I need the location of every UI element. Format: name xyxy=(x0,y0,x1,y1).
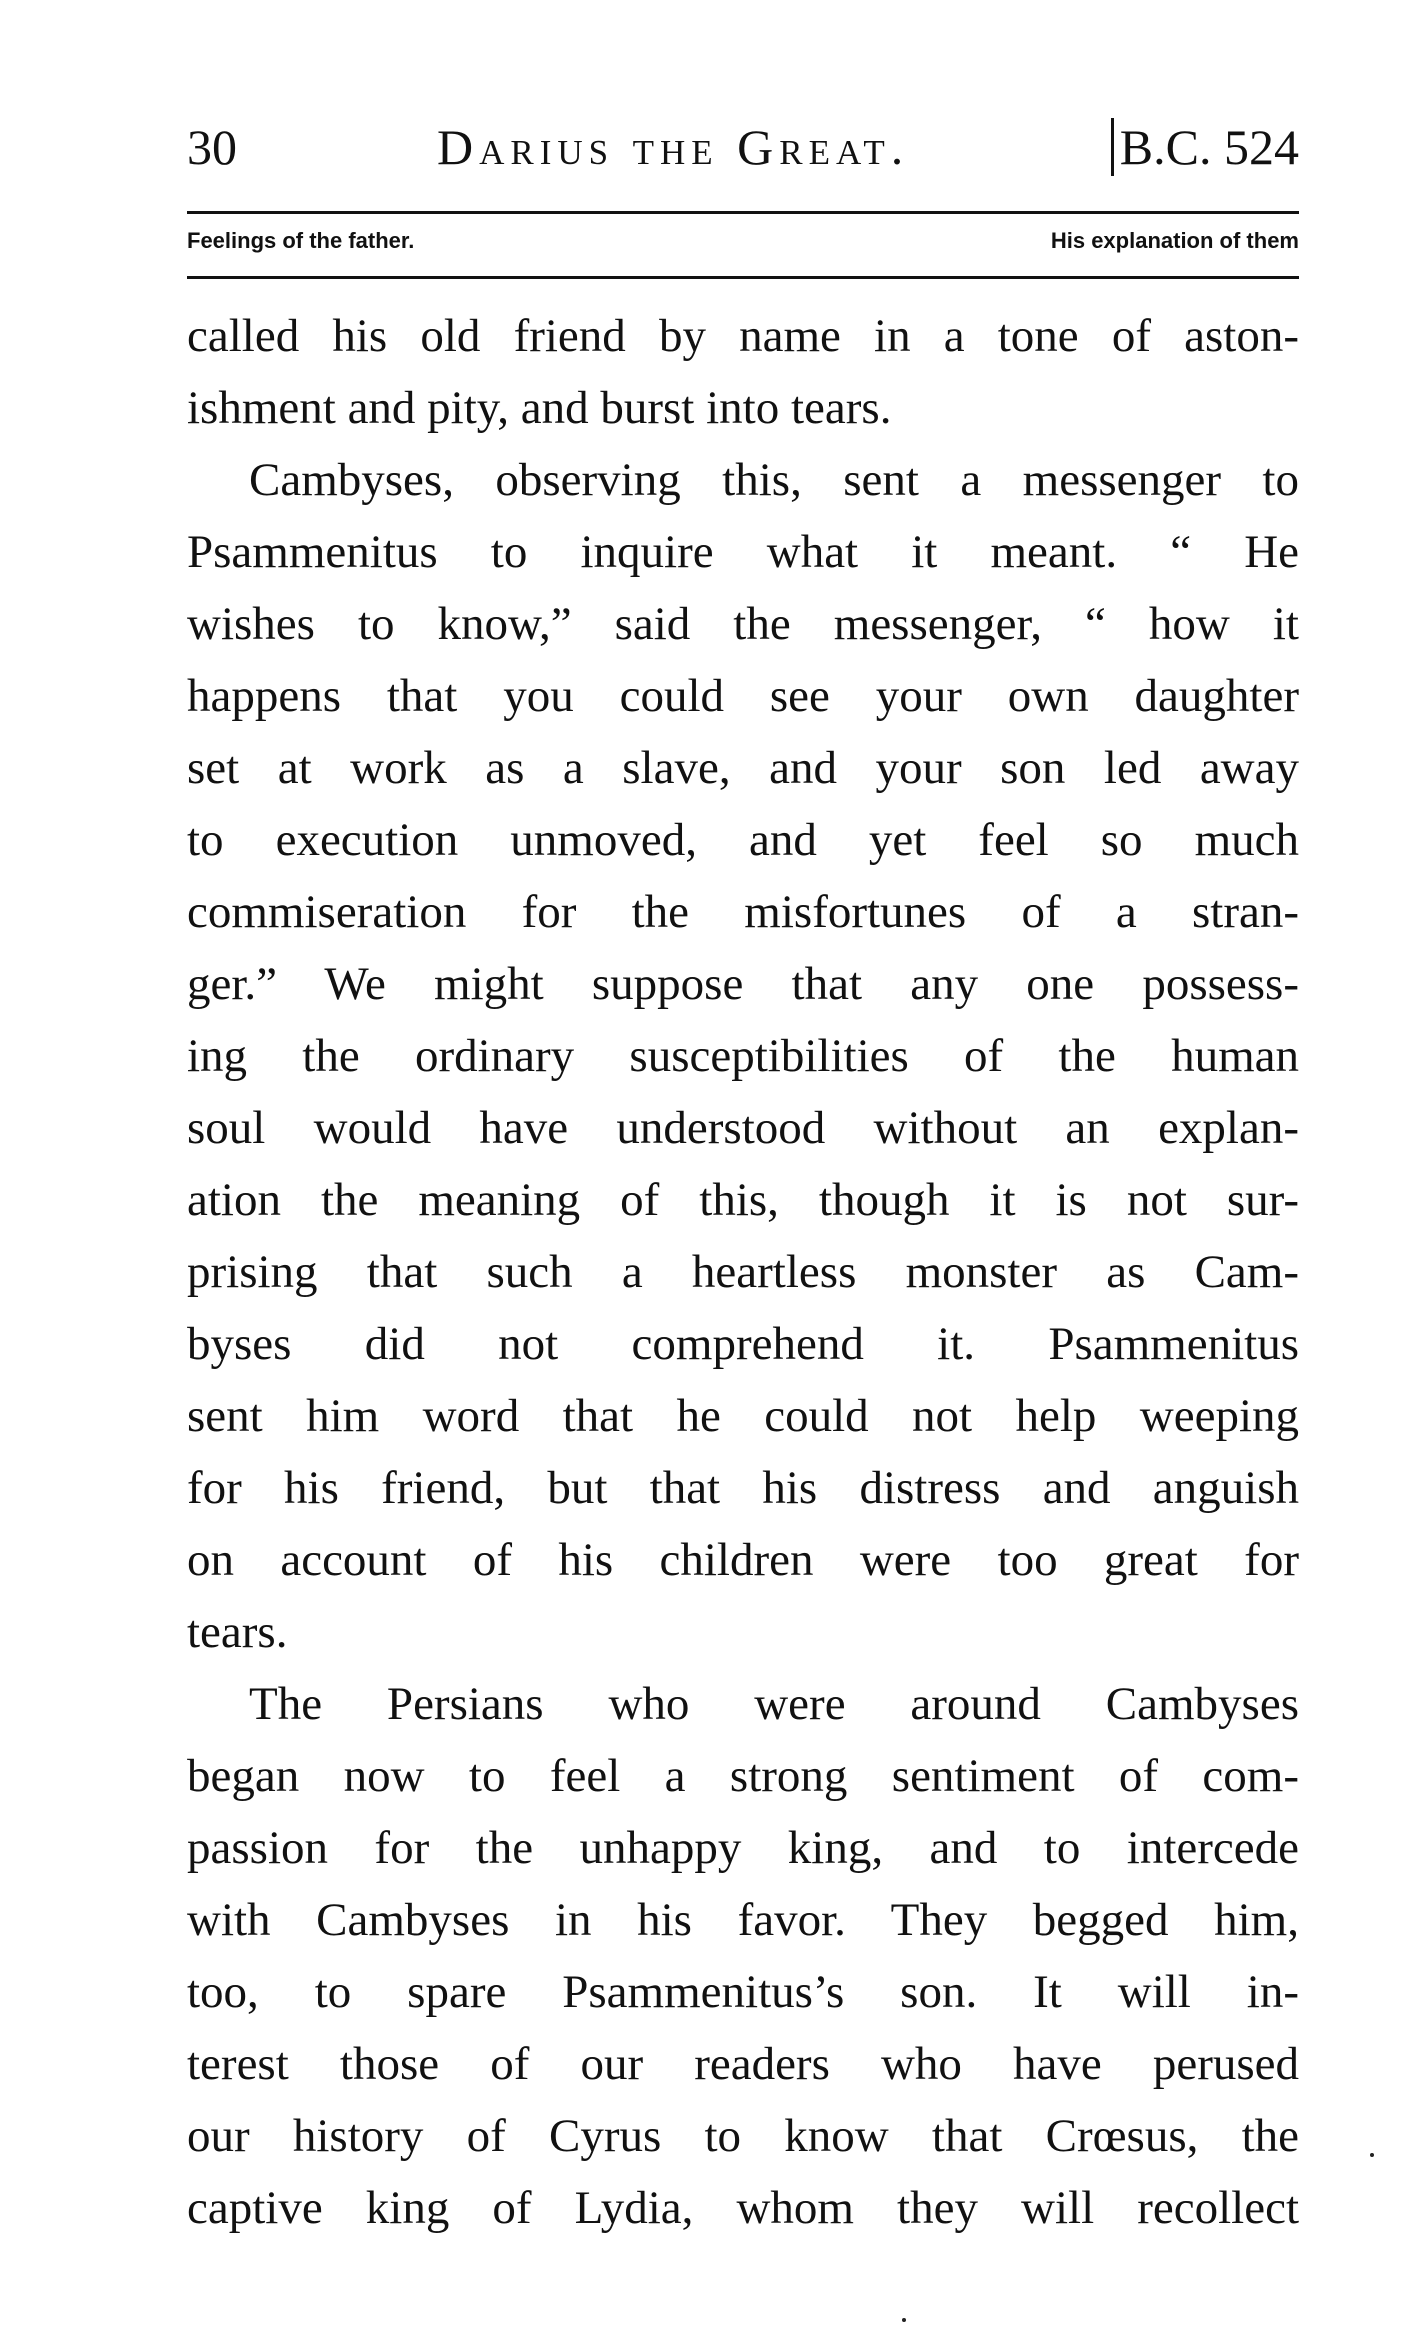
text-line: called his old friend by name in a tone of aston- xyxy=(187,310,1299,362)
text-line: sent him word that he could not help weeping xyxy=(187,1390,1299,1442)
text-line: ishment and pity, and burst into tears. xyxy=(187,382,892,434)
scan-speck xyxy=(902,2318,906,2322)
text-line: our history of Cyrus to know that Crœsus, the xyxy=(187,2110,1299,2162)
text-line: to execution unmoved, and yet feel so much xyxy=(187,814,1299,866)
text-line: The Persians who were around Cambyses xyxy=(249,1678,1299,1730)
text-line: prising that such a heartless monster as Cam- xyxy=(187,1246,1299,1298)
text-line: byses did not comprehend it. Psammenitus xyxy=(187,1318,1299,1370)
text-line: tears. xyxy=(187,1606,288,1658)
text-line: with Cambyses in his favor. They begged him, xyxy=(187,1894,1299,1946)
text-line: terest those of our readers who have perused xyxy=(187,2038,1299,2090)
text-line: commiseration for the misfortunes of a stran- xyxy=(187,886,1299,938)
text-line: wishes to know,” said the messenger, “ how it xyxy=(187,598,1299,650)
subheader-rule xyxy=(187,276,1299,279)
running-title: Darius the Great. xyxy=(437,119,910,175)
page-number: 30 xyxy=(187,119,237,175)
running-header xyxy=(187,118,1299,178)
body-text xyxy=(187,300,1299,2244)
text-line: happens that you could see your own daughter xyxy=(187,670,1299,722)
side-note-left: Feelings of the father. xyxy=(187,228,415,253)
text-line: began now to feel a strong sentiment of com- xyxy=(187,1750,1299,1802)
text-line: set at work as a slave, and your son led away xyxy=(187,742,1299,794)
text-line: Psammenitus to inquire what it meant. “ He xyxy=(187,526,1299,578)
text-line: for his friend, but that his distress and anguish xyxy=(187,1462,1299,1514)
text-line: ing the ordinary susceptibilities of the human xyxy=(187,1030,1299,1082)
text-line: ation the meaning of this, though it is not sur- xyxy=(187,1174,1299,1226)
text-line: Cambyses, observing this, sent a messenger to xyxy=(249,454,1299,506)
side-note-right: His explanation of them xyxy=(1050,228,1299,253)
date-marker: B.C. 524 xyxy=(1111,118,1299,176)
text-line: captive king of Lydia, whom they will recollect xyxy=(187,2182,1299,2234)
header-rule xyxy=(187,211,1299,214)
text-line: on account of his children were too great for xyxy=(187,1534,1299,1586)
scan-speck xyxy=(1370,2153,1374,2157)
text-line: ger.” We might suppose that any one possess- xyxy=(187,958,1299,1010)
text-line: too, to spare Psammenitus’s son. It will in- xyxy=(187,1966,1299,2018)
text-line: passion for the unhappy king, and to intercede xyxy=(187,1822,1299,1874)
text-line: soul would have understood without an explan- xyxy=(187,1102,1299,1154)
